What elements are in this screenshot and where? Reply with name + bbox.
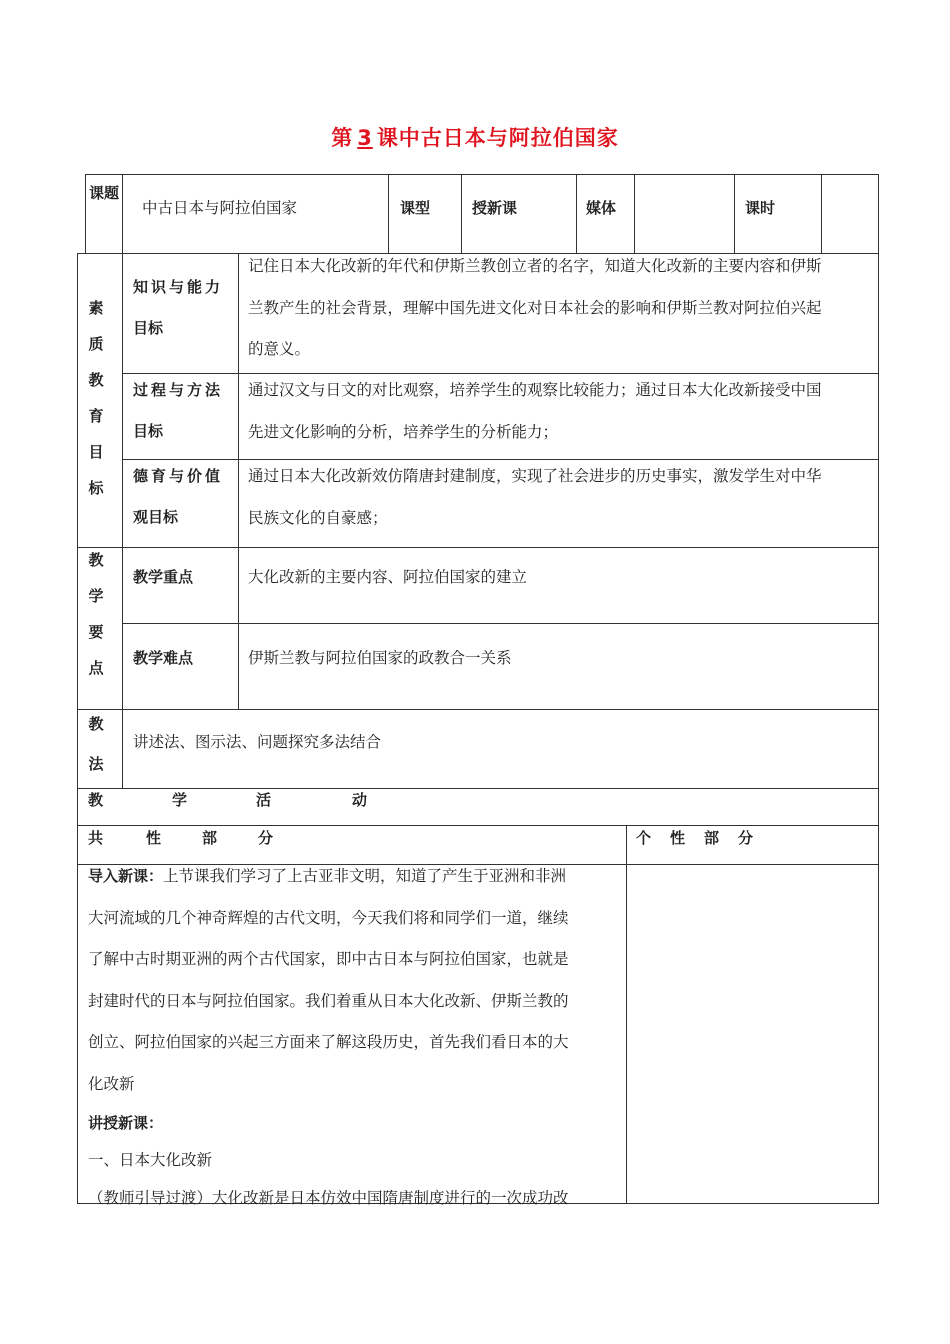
focus-value: 大化改新的主要内容、阿拉伯国家的建立 [248,568,528,586]
intro-label: 导入新课： [88,867,164,885]
intro-line: 了解中古时期亚洲的两个古代国家，即中古日本与阿拉伯国家，也就是 [88,950,569,968]
individual-body-cell [626,864,879,1204]
last-line: （教师引导过渡）大化改新是日本仿效中国隋唐制度进行的一次成功改 [88,1189,569,1207]
page-title: 第 3 课中古日本与阿拉伯国家 [331,126,619,150]
goal-text-1: 记住日本大化改新的年代和伊斯兰教创立者的名字，知道大化改新的主要内容和伊斯 兰教产生的社会背景，理解中国先进文化对日本社会的影响和伊斯兰教对阿拉伯兴起 的意义。 [248,257,822,358]
goal-label-2: 过程与方法 目标 [133,381,224,440]
vertical-char: 点 [88,659,104,677]
vertical-char: 教 [88,715,104,733]
media-value-cell [634,174,735,254]
common-body-text [88,856,618,1217]
goal-label-3: 德育与价值 观目标 [133,467,224,526]
intro-line: 封建时代的日本与阿拉伯国家。我们着重从日本大化改新、伊斯兰教的 [88,991,569,1010]
common-header: 共 性 部 分 [88,829,274,847]
vertical-char: 教 [88,551,104,569]
vertical-char: 素 [88,299,104,317]
lecture-label: 讲授新课： [88,1114,164,1132]
intro-line: 大河流域的几个神奇辉煌的古代文明，今天我们将和同学们一道，继续 [88,908,569,927]
vertical-char: 要 [88,623,104,641]
vertical-char: 育 [88,407,104,425]
difficulty-value: 伊斯兰教与阿拉伯国家的政教合一关系 [248,649,512,667]
media-label: 媒体 [586,199,617,217]
activities-header: 教 学 活 动 [88,791,368,809]
vertical-char: 目 [88,443,104,461]
vertical-char: 质 [88,335,104,353]
vertical-char: 学 [88,587,104,605]
individual-header: 个 性 部 分 [636,829,754,847]
section-one-heading: 一、日本大化改新 [88,1151,213,1169]
goal-text-3: 通过日本大化改新效仿隋唐封建制度，实现了社会进步的历史事实，激发学生对中华 民族文化的自豪感； [248,467,822,527]
period-label: 课时 [745,199,776,217]
goal-label-1: 知识与能力 目标 [133,278,224,337]
vertical-char: 法 [88,755,104,773]
method-value: 讲述法、图示法、问题探究多法结合 [133,733,382,751]
intro-line: 创立、阿拉伯国家的兴起三方面来了解这段历史，首先我们看日本的大 [88,1033,569,1051]
goal-text-2: 通过汉文与日文的对比观察，培养学生的观察比较能力；通过日本大化改新接受中国 先进文化影响的分析，培养学生的分析能力； [248,381,822,441]
keypoints-section-label [78,542,114,686]
type-value: 授新课 [472,199,518,217]
goals-section-label [78,290,114,506]
intro-line: 上节课我们学习了上古亚非文明，知道了产生于亚洲和非洲 [163,867,567,885]
type-label: 课型 [400,199,431,217]
period-value-cell [821,174,879,254]
topic-label: 课题 [88,184,119,202]
vertical-char: 教 [88,371,104,389]
difficulty-label: 教学难点 [133,649,194,667]
method-label [78,704,114,784]
vertical-char: 标 [88,479,104,497]
intro-line: 化改新 [88,1074,135,1093]
topic-value: 中古日本与阿拉伯国家 [142,199,298,217]
focus-label: 教学重点 [133,568,194,586]
